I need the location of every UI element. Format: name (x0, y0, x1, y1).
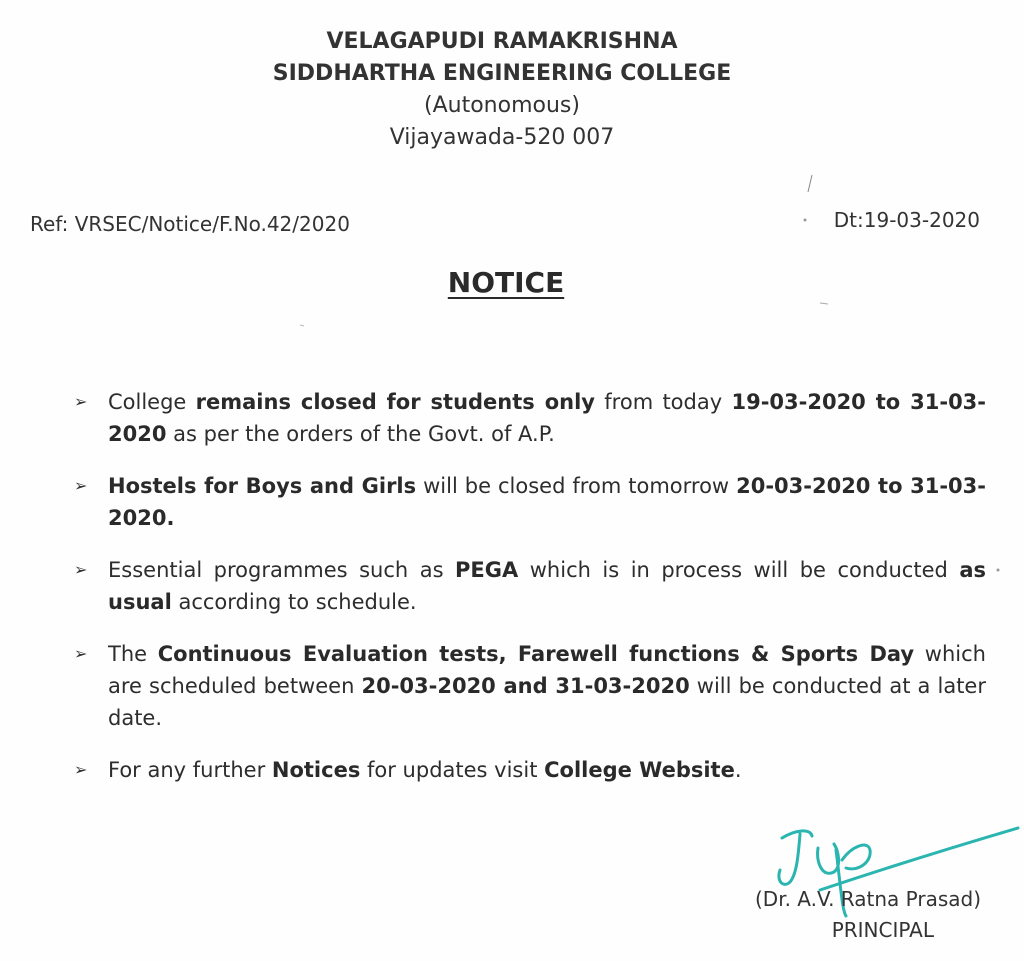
text: will be conducted at a later date. (108, 674, 986, 730)
notice-point (74, 554, 986, 618)
text: Essential programmes such as (108, 558, 456, 582)
notice-points (74, 386, 986, 806)
bold-text: Notices (271, 758, 361, 782)
college-status: (Autonomous) (424, 93, 580, 118)
notice-point (74, 754, 986, 786)
bold-text: Hostels for Boys and Girls (108, 474, 417, 498)
signatory-designation: PRINCIPAL (831, 918, 934, 942)
notice-point (74, 638, 986, 734)
notice-heading (0, 266, 1012, 299)
reference-number: Ref: VRSEC/Notice/F.No.42/2020 (30, 212, 350, 236)
bold-text: 20-03-2020 and 31-03-2020 (361, 674, 690, 698)
signatory-name: (Dr. A.V. Ratna Prasad) (754, 887, 981, 911)
bold-text: as usual (108, 558, 986, 614)
text: . (734, 758, 742, 782)
text: College (108, 390, 196, 414)
text: The (108, 642, 158, 666)
text: which are scheduled between (108, 642, 986, 698)
arrow-bullet-icon: ➢ (74, 392, 88, 411)
arrow-bullet-icon: ➢ (74, 644, 88, 663)
college-address: Vijayawada-520 007 (389, 125, 615, 150)
text: as per the orders of the Govt. of A.P. (166, 422, 555, 446)
arrow-bullet-icon: ➢ (74, 760, 88, 779)
text: from today (594, 390, 732, 414)
college-name-line2: SIDDHARTHA ENGINEERING COLLEGE (272, 61, 732, 86)
text: which is in process will be conducted (518, 558, 960, 582)
notice-title-text: NOTICE (447, 266, 565, 299)
bold-text: PEGA (455, 558, 519, 582)
arrow-bullet-icon: ➢ (74, 560, 88, 579)
notice-point (74, 470, 986, 534)
bold-text: Continuous Evaluation tests, Farewell functions & Sports Day (157, 642, 915, 666)
arrow-bullet-icon: ➢ (74, 476, 88, 495)
bold-text: College Website (544, 758, 735, 782)
bold-text: 19-03-2020 to 31-03-2020 (108, 390, 987, 446)
notice-date: Dt:19-03-2020 (833, 208, 980, 232)
text: for updates visit (360, 758, 545, 782)
bold-text: 20-03-2020 to 31-03-2020. (108, 474, 986, 530)
notice-point (74, 386, 986, 450)
text: according to schedule. (171, 590, 417, 614)
bold-text: remains closed for students only (195, 390, 595, 414)
letterhead (0, 26, 1004, 154)
college-name-line1: VELAGAPUDI RAMAKRISHNA (326, 29, 678, 54)
text: will be closed from tomorrow (416, 474, 737, 498)
text: For any further (108, 758, 272, 782)
